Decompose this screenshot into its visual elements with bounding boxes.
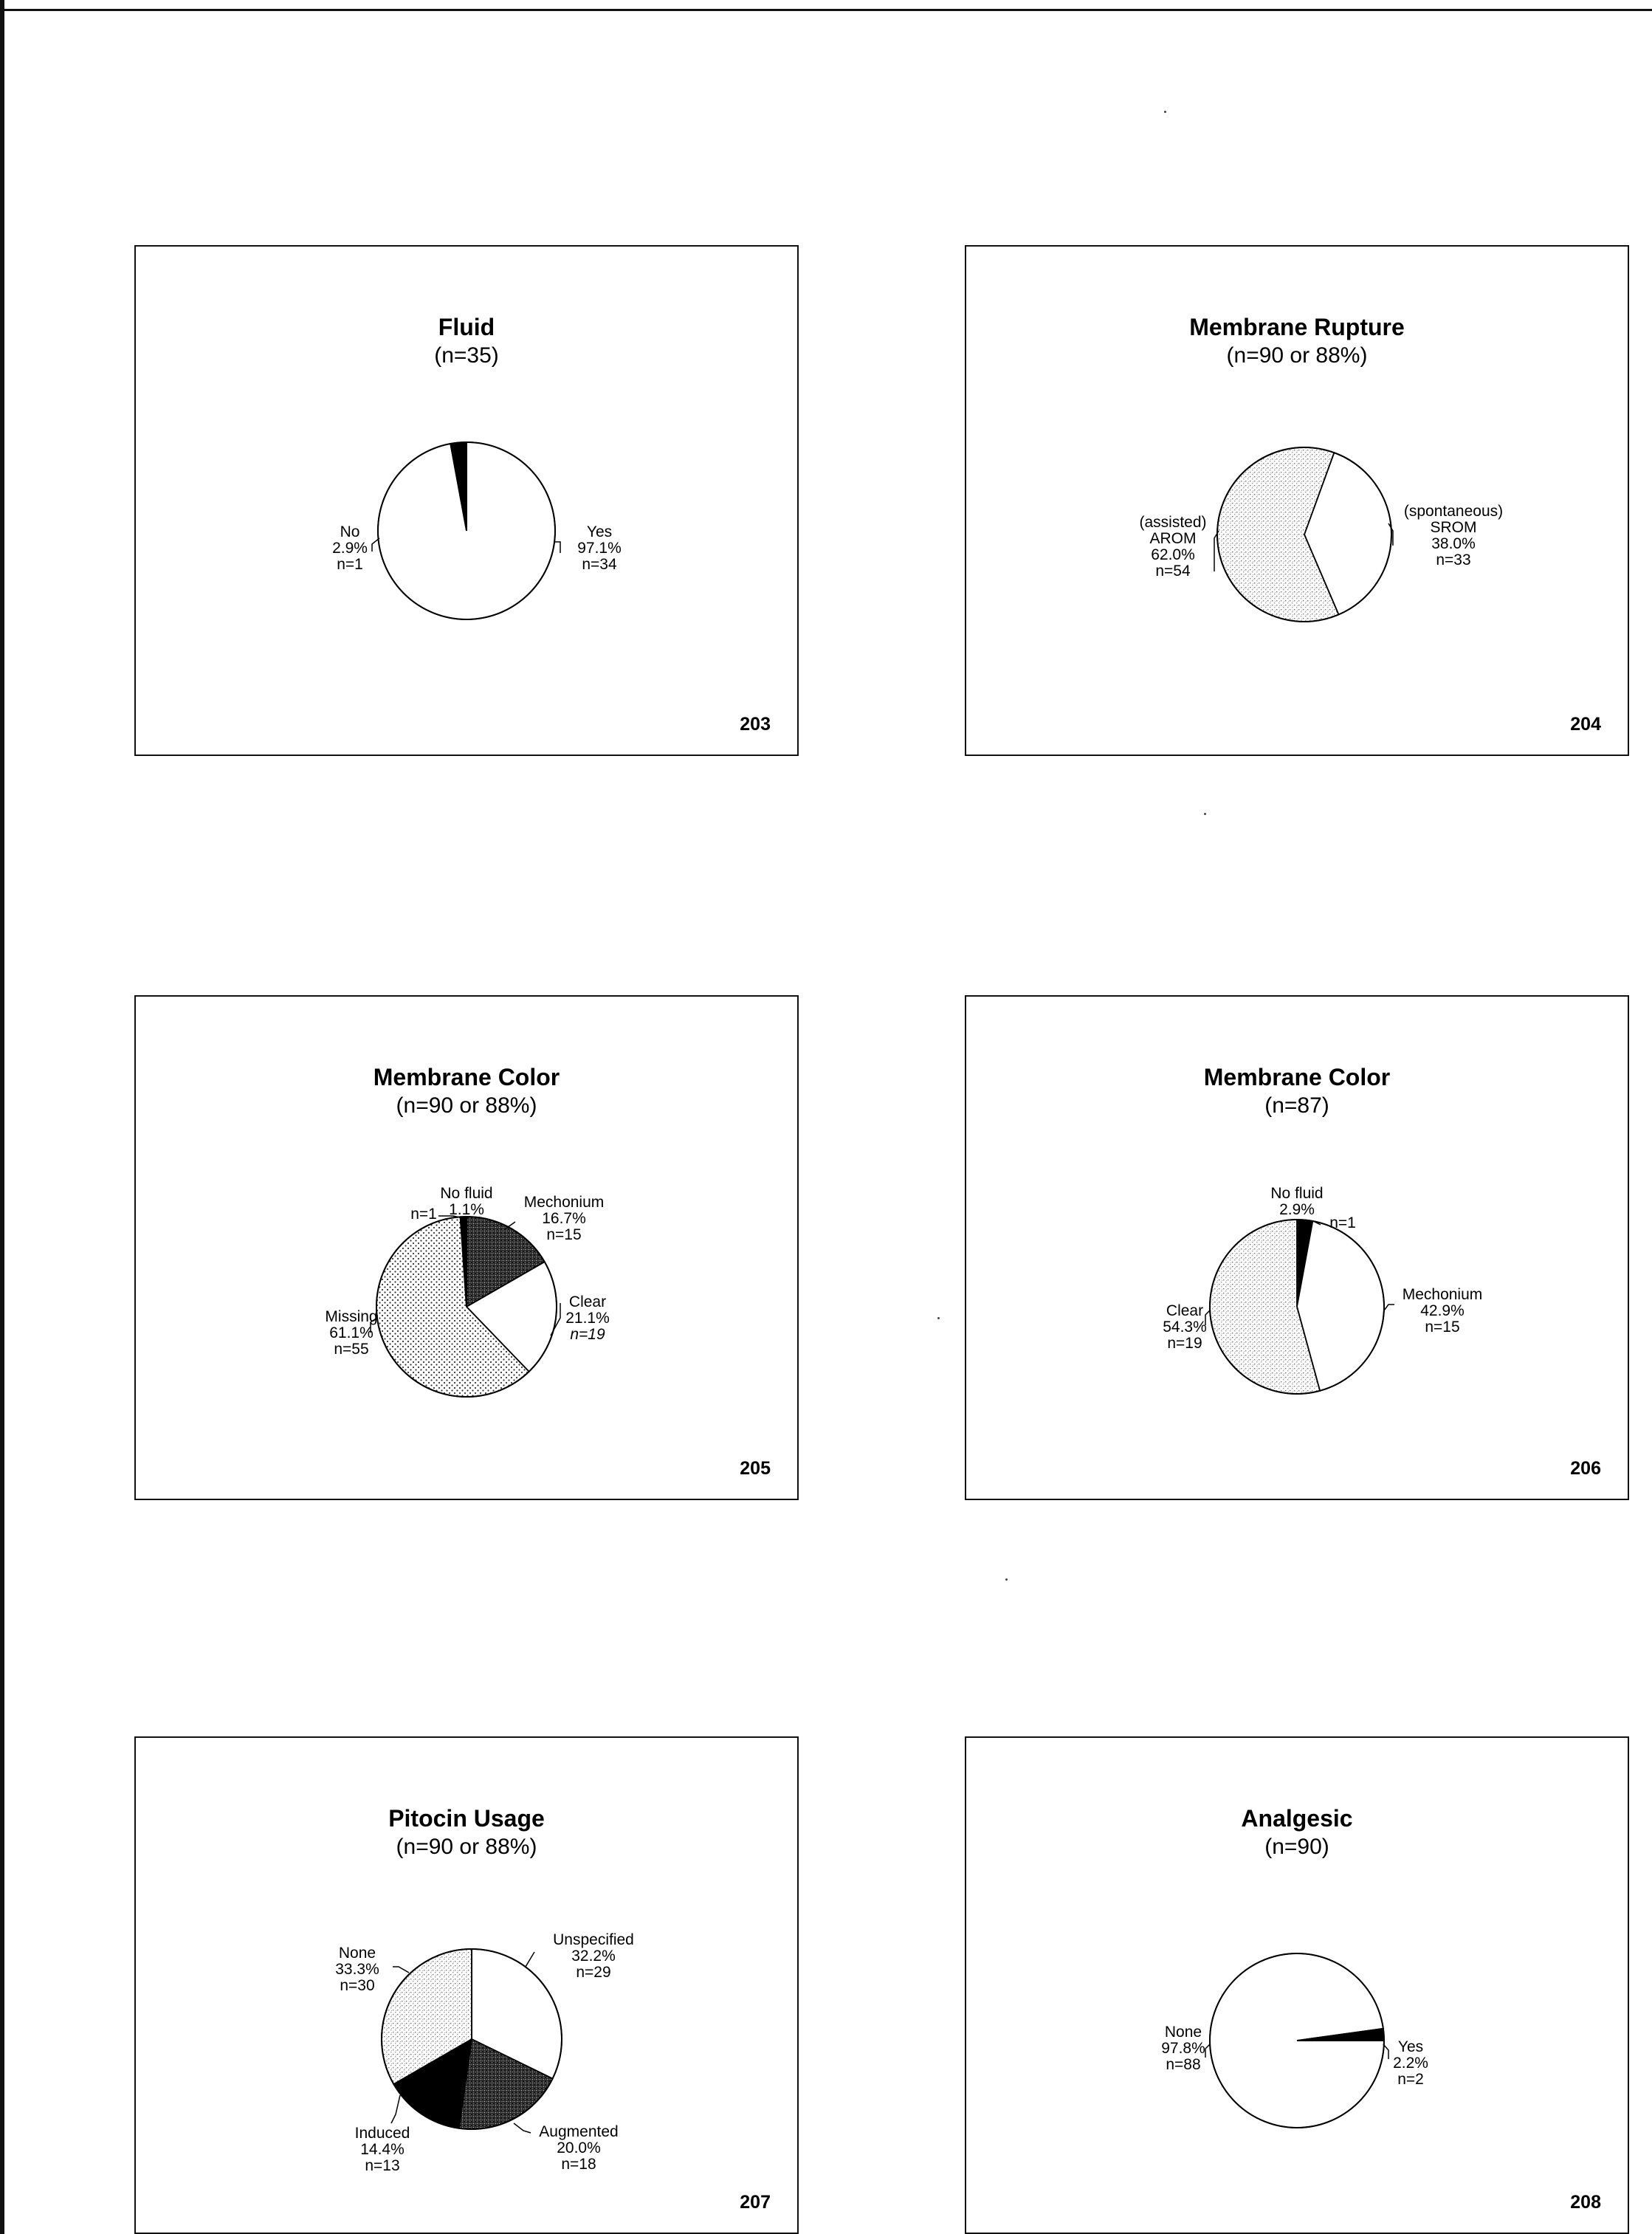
scan-speck [1204, 813, 1206, 815]
slice-percent: 20.0% [557, 2140, 601, 2156]
slice-percent: 97.8% [1161, 2040, 1205, 2057]
slice-count: n=88 [1166, 2056, 1201, 2073]
slice-percent: 32.2% [571, 1948, 616, 1965]
slice-name: Augmented [539, 2123, 619, 2140]
pie-slices [1217, 447, 1391, 622]
slide-number: 205 [740, 1458, 771, 1479]
chart-subtitle: (n=35) [434, 343, 499, 368]
slide-number: 207 [740, 2192, 771, 2213]
slice-count: n=15 [546, 1226, 582, 1243]
scan-speck [1164, 111, 1166, 113]
slice-label-yes [1383, 2038, 1428, 2088]
scan-speck [937, 1317, 940, 1319]
slice-label-no [332, 523, 379, 573]
chart-panel-fluid [134, 245, 799, 756]
chart-subtitle: (n=87) [1264, 1093, 1329, 1118]
slice-name: Mechonium [523, 1194, 605, 1211]
slide-number: 208 [1570, 2192, 1601, 2213]
slice-name: Clear [568, 1293, 607, 1310]
slice-label-missing [325, 1308, 377, 1358]
chart-title: Pitocin Usage [388, 1805, 545, 1832]
slice-count: n=30 [340, 1977, 375, 1994]
slice-percent: 42.9% [1420, 1302, 1465, 1319]
slice-name-line1: (assisted) [1139, 514, 1207, 531]
slice-name: No [340, 523, 360, 540]
slice-name: Mechonium [1402, 1286, 1483, 1303]
slice-count: n=18 [561, 2156, 596, 2173]
chart-subtitle: (n=90 or 88%) [1226, 343, 1368, 368]
slice-percent: 97.1% [577, 540, 622, 557]
slice-percent: 54.3% [1163, 1319, 1207, 1336]
slice-count: n=54 [1155, 563, 1191, 580]
slice-name-line2: AROM [1149, 530, 1197, 547]
slice-name-line1: (spontaneous) [1403, 503, 1504, 520]
slice-name: Yes [1397, 2038, 1424, 2055]
slide-number: 203 [740, 714, 771, 735]
slice-name: Missing [325, 1308, 378, 1325]
slice-name: Induced [354, 2125, 410, 2142]
slice-count: n=33 [1436, 551, 1471, 568]
slice-percent: 14.4% [360, 2141, 405, 2158]
slice-label-arom [1139, 514, 1219, 580]
pie-slices [378, 442, 555, 619]
slice-name: None [1164, 2024, 1202, 2041]
pie-slices [1210, 1953, 1384, 2128]
slice-count: n=19 [570, 1326, 605, 1343]
pie-slices [376, 1217, 557, 1397]
slice-percent: 21.1% [565, 1310, 610, 1327]
slice-name-line2: SROM [1430, 519, 1477, 536]
slice-name: None [338, 1945, 376, 1962]
slide-number: 204 [1570, 714, 1601, 735]
slice-count: n=1 [337, 556, 363, 573]
slice-label-none [1161, 2024, 1210, 2073]
slice-name: Yes [586, 523, 613, 540]
slice-name: Unspecified [553, 1931, 634, 1948]
slice-percent: 1.1% [449, 1201, 484, 1218]
slice-percent: 61.1% [329, 1324, 374, 1341]
slice-count: n=19 [1167, 1335, 1202, 1352]
slice-label-clear [551, 1293, 610, 1343]
pie-chart [966, 1911, 1628, 2162]
page-left-rule [0, 0, 4, 2234]
slice-percent: 2.2% [1393, 2055, 1428, 2072]
chart-title: Membrane Color [1203, 1064, 1391, 1090]
page-top-rule [0, 9, 1652, 11]
slice-label-clear [1163, 1302, 1210, 1352]
scan-speck [1005, 1578, 1008, 1581]
slice-count: n=34 [582, 556, 617, 573]
slice-percent: 2.9% [332, 540, 368, 557]
pie-slices [382, 1949, 562, 2129]
slice-count: n=55 [334, 1341, 369, 1358]
slice-count: n=1 [410, 1206, 437, 1223]
pie-chart [966, 1178, 1628, 1429]
slice-label-unspecified [526, 1931, 634, 1981]
chart-panel-membrane-color-b [965, 995, 1629, 1500]
chart-title: Membrane Color [373, 1064, 560, 1090]
slice-count: n=1 [1329, 1214, 1356, 1231]
chart-panel-membrane-color-a [134, 995, 799, 1500]
slice-count: n=15 [1425, 1319, 1460, 1336]
slice-label-mechonium [1384, 1286, 1482, 1336]
slice-percent: 62.0% [1151, 546, 1195, 563]
slice-percent: 33.3% [335, 1961, 379, 1978]
slice-count: n=13 [365, 2157, 400, 2174]
pie-chart [966, 405, 1628, 656]
slice-label-no-fluid [410, 1185, 492, 1223]
chart-panel-membrane-rupture [965, 245, 1629, 756]
pie-chart [136, 1908, 797, 2174]
slice-name: No fluid [440, 1185, 493, 1202]
chart-subtitle: (n=90 or 88%) [396, 1835, 537, 1859]
chart-panel-pitocin-usage [134, 1736, 799, 2234]
slice-percent: 16.7% [542, 1210, 586, 1227]
slice-label-induced [355, 2095, 410, 2174]
slice-label-yes [554, 523, 622, 573]
chart-title: Analgesic [1241, 1805, 1353, 1832]
chart-subtitle: (n=90) [1264, 1835, 1329, 1859]
slice-count: n=29 [576, 1964, 611, 1981]
slice-name: No fluid [1270, 1185, 1324, 1202]
slide-number: 206 [1570, 1458, 1601, 1479]
pie-chart [136, 405, 797, 656]
slice-label-srom [1388, 503, 1503, 568]
pie-chart [136, 1178, 797, 1429]
slice-percent: 2.9% [1279, 1201, 1315, 1218]
chart-subtitle: (n=90 or 88%) [396, 1093, 537, 1118]
chart-title: Membrane Rupture [1189, 314, 1405, 340]
slice-count: n=2 [1397, 2071, 1424, 2088]
slice-name: Clear [1166, 1302, 1204, 1319]
slice-percent: 38.0% [1431, 535, 1476, 552]
slice-label-augmented [514, 2123, 619, 2173]
pie-slices [1210, 1220, 1384, 1394]
chart-panel-analgesic [965, 1736, 1629, 2234]
chart-title: Fluid [438, 314, 495, 340]
